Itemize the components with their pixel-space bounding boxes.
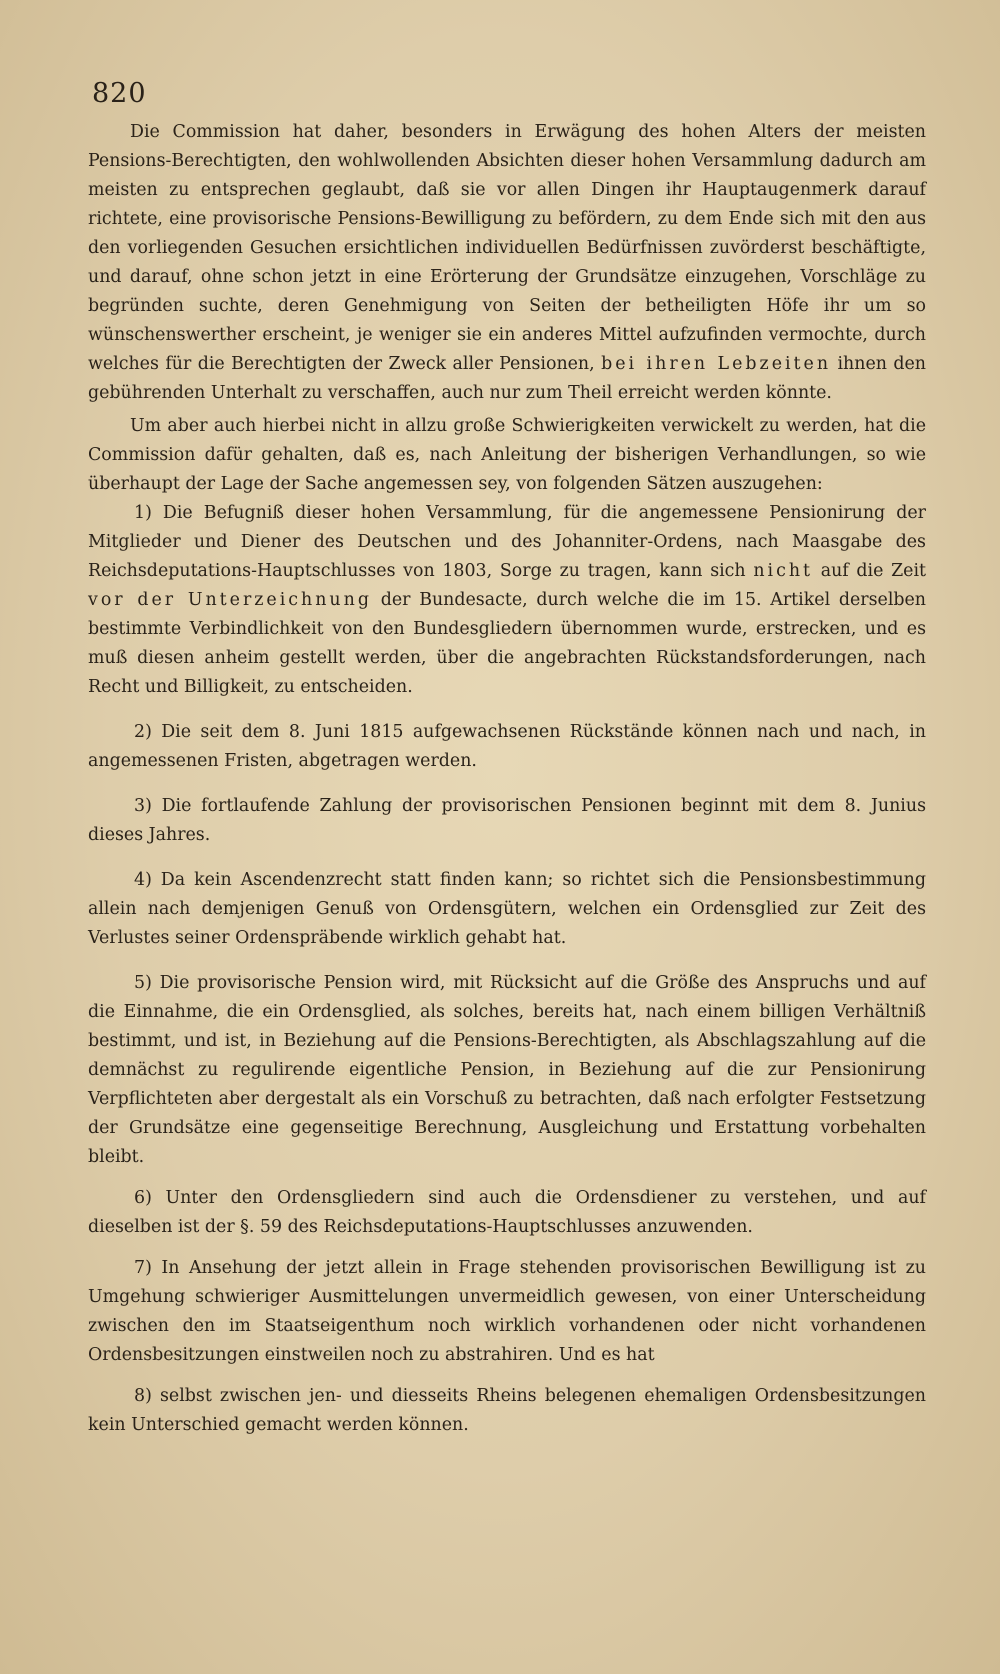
- paragraph-item-2: 2) Die seit dem 8. Juni 1815 aufgewachsenen Rückstände können nach und nach, in angemessenen Fristen, abgetragen werden.: [88, 722, 926, 771]
- intro-text: Die Commission hat daher, besonders in Erwägung des hohen Alters der meisten Pensions-Berechtigten, den wohlwollenden Absichten dieser hohen Versammlung dadurch am meisten zu entsprechen geglaubt, daß sie vor allen Dingen ihr Hauptaugenmerk darauf richtete, eine provisorische Pensions-Bewilligung zu befördern, zu dem Ende sich mit den aus den vorliegenden Gesuchen ersichtlichen individuellen Bedürfnissen zuvörderst beschäftigte, und darauf, ohne schon jetzt in eine Erörterung der Grundsätze einzugehen, Vorschläge zu begründen suchte, deren Genehmigung von Seiten der betheiligten Höfe ihr um so wünschenswerther erscheint, je weniger sie ein anderes Mittel aufzufinden vermochte, durch welches für die Berechtigten der Zweck aller Pensionen,: [88, 122, 926, 374]
- page-number: 820: [92, 78, 147, 109]
- paragraph-item-3: 3) Die fortlaufende Zahlung der provisorischen Pensionen beginnt mit dem 8. Junius dieses Jahres.: [88, 796, 926, 845]
- body-text: [88, 118, 926, 1440]
- paragraph-item-8: 8) selbst zwischen jen- und diesseits Rheins belegenen ehemaligen Ordensbesitzungen kein Unterschied gemacht werden können.: [88, 1386, 926, 1435]
- intro-emphasis: bei ihren Lebzeiten: [601, 354, 832, 374]
- paragraph-item-5: 5) Die provisorische Pension wird, mit Rücksicht auf die Größe des Anspruchs und auf die Einnahme, die ein Ordensglied, als solches, bereits hat, nach einem billigen Verhältniß bestimmt, und ist, in Beziehung auf die Pensions-Berechtigten, als Abschlagszahlung auf die demnächst zu regulirende eigentliche Pension, in Beziehung auf die zur Pensionirung Verpflichteten aber dergestalt als ein Vorschuß zu betrachten, daß nach erfolgter Festsetzung der Grundsätze eine gegenseitige Berechnung, Ausgleichung und Erstattung vorbehalten bleibt.: [88, 973, 926, 1167]
- paragraph-intro: [88, 118, 926, 408]
- paragraph-item-7: 7) In Ansehung der jetzt allein in Frage stehenden provisorischen Bewilligung ist zu Umgehung schwieriger Ausmittelungen unvermeidlich gewesen, von einer Unterscheidung zwischen den im Staatseigenthum noch wirklich vorhandenen oder nicht vorhandenen Ordensbesitzungen einstweilen noch zu abstrahiren. Und es hat: [88, 1258, 926, 1365]
- item1-emphasis-1: nicht: [753, 561, 814, 581]
- item1-text-c: der Bundesacte, durch welche die im 15. Artikel derselben bestimmte Verbindlichkeit von den Bundesgliedern übernommen wurde, erstrecken, und es muß diesen anheim gestellt werden, über die angebrachten Rückstandsforderungen, nach Recht und Billigkeit, zu entscheiden.: [88, 590, 927, 697]
- paragraph-item-1: [88, 499, 926, 702]
- paragraph-item-4: 4) Da kein Ascendenzrecht statt finden kann; so richtet sich die Pensionsbestimmung allein nach demjenigen Genuß von Ordensgütern, welchen ein Ordensglied zur Zeit des Verlustes seiner Ordenspräbende wirklich gehabt hat.: [88, 870, 926, 948]
- paragraph-intro-2: Um aber auch hierbei nicht in allzu große Schwierigkeiten verwickelt zu werden, hat die Commission dafür gehalten, daß es, nach Anleitung der bisherigen Verhandlungen, so wie überhaupt der Lage der Sache angemessen sey, von folgenden Sätzen auszugehen:: [88, 416, 926, 494]
- item1-text-a: 1) Die Befugniß dieser hohen Versammlung, für die angemessene Pensionirung der Mitglieder und Diener des Deutschen und des Johanniter-Ordens, nach Maasgabe des Reichsdeputations-Hauptschlusses von 1803, Sorge zu tragen, kann sich: [88, 503, 926, 581]
- paragraph-item-6: 6) Unter den Ordensgliedern sind auch die Ordensdiener zu verstehen, und auf dieselben ist der §. 59 des Reichsdeputations-Hauptschlusses anzuwenden.: [88, 1188, 926, 1237]
- item1-text-b: auf die Zeit: [820, 561, 926, 581]
- item1-emphasis-2: vor der Unterzeichnung: [88, 590, 372, 610]
- intro-end-text: ihnen den gebührenden Unterhalt zu verschaffen, auch nur zum Theil erreicht werden könnte.: [88, 354, 927, 403]
